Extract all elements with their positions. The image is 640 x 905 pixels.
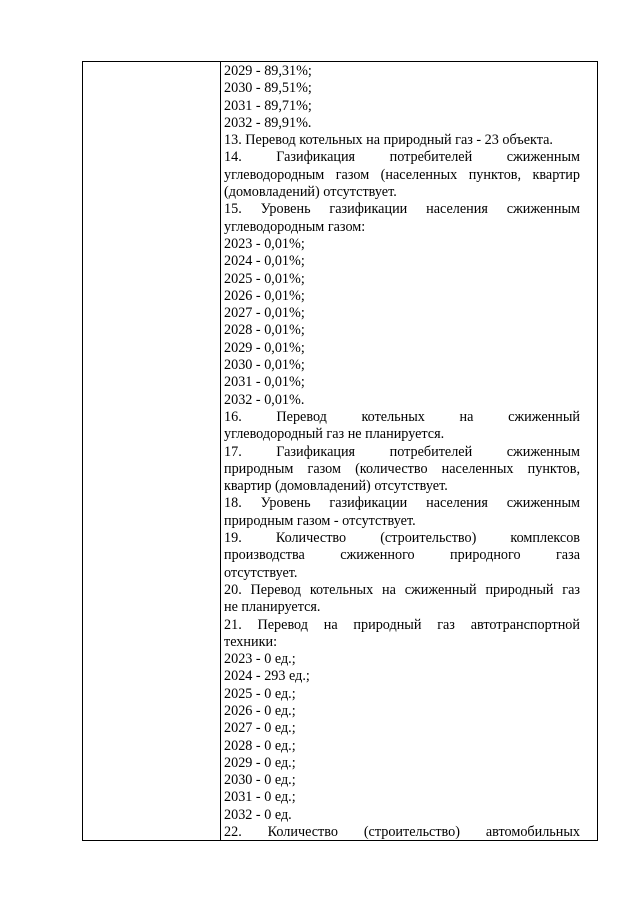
text-line: 2031 - 0 ед.;: [224, 789, 296, 806]
text-line: квартир (домовладений) отсутствует.: [224, 478, 448, 495]
text-line: природным газом - отсутствует.: [224, 512, 416, 529]
text-line: 2032 - 89,91%.: [224, 114, 312, 131]
text-line: 18. Уровень газификации населения сжиженным: [224, 495, 580, 512]
text-line: 15. Уровень газификации населения сжиженным: [224, 201, 580, 218]
text-line: 2032 - 0,01%.: [224, 391, 305, 408]
text-line: 2030 - 0,01%;: [224, 357, 305, 374]
text-line: 2028 - 0,01%;: [224, 322, 305, 339]
text-line: 14. Газификация потребителей сжиженным: [224, 149, 580, 166]
document-table: [82, 61, 598, 841]
table-right-cell: [224, 63, 580, 840]
text-line: природным газом (количество населенных пунктов,: [224, 460, 580, 477]
text-line: 2025 - 0,01%;: [224, 270, 305, 287]
text-line: 2025 - 0 ед.;: [224, 685, 296, 702]
text-line: техники:: [224, 633, 278, 650]
text-line: 22. Количество (строительство) автомобильных: [224, 824, 580, 840]
text-line: 2030 - 89,51%;: [224, 80, 312, 97]
text-line: 2024 - 0,01%;: [224, 253, 305, 270]
text-line: 2027 - 0,01%;: [224, 305, 305, 322]
text-line: 2023 - 0,01%;: [224, 235, 305, 252]
text-line: 2027 - 0 ед.;: [224, 720, 296, 737]
text-line: 20. Перевод котельных на сжиженный природный газ: [224, 581, 580, 598]
text-line: 2029 - 89,31%;: [224, 63, 312, 79]
text-line: 2029 - 0,01%;: [224, 339, 305, 356]
text-line: 2031 - 0,01%;: [224, 374, 305, 391]
text-line: 2030 - 0 ед.;: [224, 772, 296, 789]
text-line: углеводородным газом (населенных пунктов, квартир: [224, 166, 580, 183]
text-line: углеводородный газ не планируется.: [224, 426, 445, 443]
text-line: углеводородным газом:: [224, 218, 366, 235]
text-line: 16. Перевод котельных на сжиженный: [224, 408, 580, 425]
text-line: 21. Перевод на природный газ автотранспортной: [224, 616, 580, 633]
text-line: 17. Газификация потребителей сжиженным: [224, 443, 580, 460]
text-line: производства сжиженного природного газа: [224, 547, 580, 564]
text-line: 2023 - 0 ед.;: [224, 651, 296, 668]
text-line: 2029 - 0 ед.;: [224, 754, 296, 771]
table-left-cell: [83, 62, 220, 840]
text-line: отсутствует.: [224, 564, 298, 581]
text-line: 2032 - 0 ед.: [224, 806, 292, 823]
text-line: 2028 - 0 ед.;: [224, 737, 296, 754]
text-line: не планируется.: [224, 599, 321, 616]
text-line: 2031 - 89,71%;: [224, 97, 312, 114]
column-divider: [220, 62, 221, 840]
text-line: (домовладений) отсутствует.: [224, 184, 397, 201]
text-line: 2024 - 293 ед.;: [224, 668, 310, 685]
text-line: 2026 - 0,01%;: [224, 287, 305, 304]
text-line: 13. Перевод котельных на природный газ - 23 объекта.: [224, 132, 553, 149]
text-line: 19. Количество (строительство) комплексов: [224, 530, 580, 547]
text-line: 2026 - 0 ед.;: [224, 702, 296, 719]
